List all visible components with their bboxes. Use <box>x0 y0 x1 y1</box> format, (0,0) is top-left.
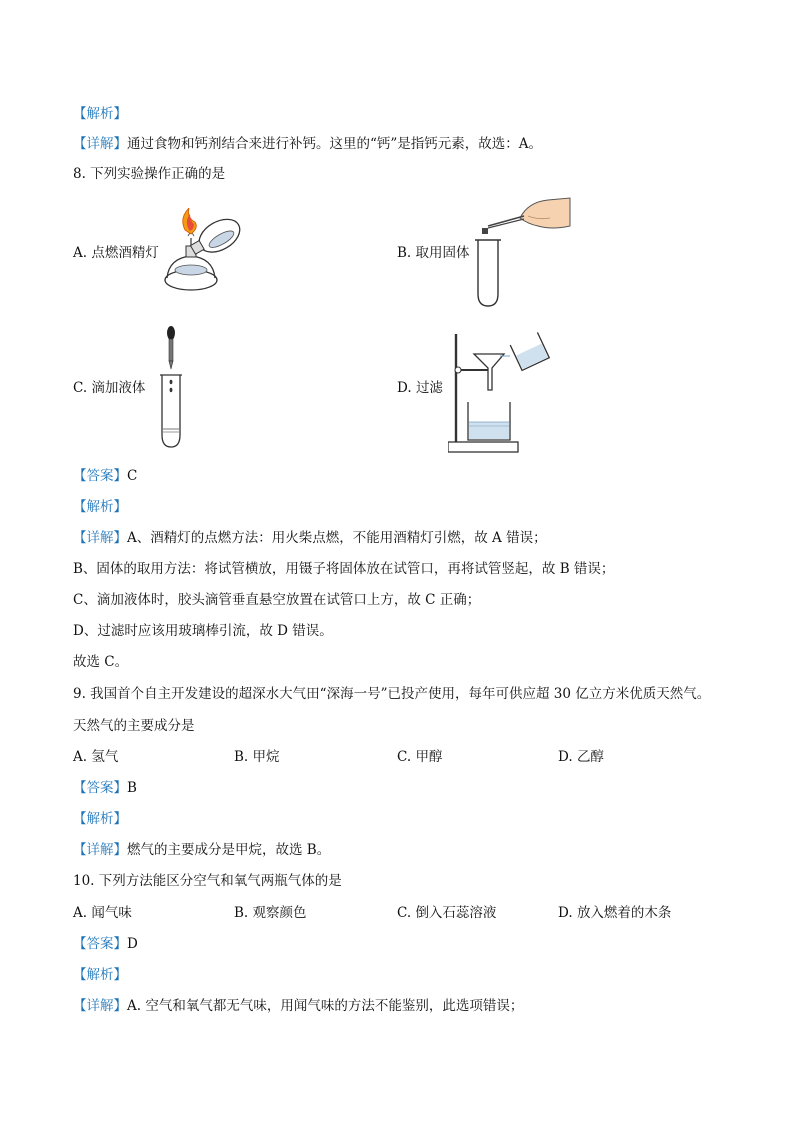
option-letter: D. <box>558 749 573 765</box>
option-text: 过滤 <box>415 380 443 396</box>
detail-text: 燃气的主要成分是甲烷，故选 B。 <box>127 842 331 858</box>
option-letter: A. <box>73 749 88 765</box>
option-text: 甲醇 <box>415 749 443 765</box>
answer-label: 【答案】 <box>73 468 127 484</box>
option-letter: B. <box>234 905 249 921</box>
analysis-label: 【解析】 <box>73 967 127 983</box>
detail-label: 【详解】 <box>73 136 127 152</box>
answer-value: C <box>127 468 138 484</box>
detail-label: 【详解】 <box>73 530 127 546</box>
q10-option-d <box>558 903 671 923</box>
option-letter: B. <box>397 245 412 261</box>
option-letter: A. <box>73 905 88 921</box>
q9-option-d <box>558 747 604 767</box>
q8-option-b <box>397 243 470 263</box>
analysis-label: 【解析】 <box>73 106 127 122</box>
q10-option-c <box>397 903 496 923</box>
option-text: 乙醇 <box>576 749 604 765</box>
q9-option-a <box>73 747 118 767</box>
analysis-heading-q7 <box>73 104 127 124</box>
answer-value: D <box>127 936 138 952</box>
detail-line: C、滴加液体时，胶头滴管垂直悬空放置在试管口上方，故 C 正确； <box>73 592 481 608</box>
conclusion-q8: 故选 C。 <box>73 654 129 670</box>
answer-q10 <box>73 934 138 954</box>
analysis-heading-q10 <box>73 965 127 985</box>
option-letter: B. <box>234 749 249 765</box>
answer-value: B <box>127 780 137 796</box>
option-letter: D. <box>397 380 412 396</box>
analysis-label: 【解析】 <box>73 499 127 515</box>
detail-label: 【详解】 <box>73 842 127 858</box>
option-text: 点燃酒精灯 <box>91 245 159 261</box>
option-letter: D. <box>558 905 573 921</box>
q9-option-c <box>397 747 442 767</box>
analysis-label: 【解析】 <box>73 811 127 827</box>
q10-option-a <box>73 903 132 923</box>
detail-line: A、酒精灯的点燃方法：用火柴点燃，不能用酒精灯引燃，故 A 错误； <box>127 530 547 546</box>
question-9-stem: 9. 我国首个自主开发建设的超深水大气田“深海一号”已投产使用，每年可供应超 30 亿立方米优质天然气。 <box>73 686 711 702</box>
analysis-heading-q8 <box>73 497 127 517</box>
filtration-apparatus-image <box>448 330 554 454</box>
detail-q8 <box>73 528 547 548</box>
detail-line: D、过滤时应该用玻璃棒引流，故 D 错误。 <box>73 623 333 639</box>
answer-q9 <box>73 778 137 798</box>
option-text: 取用固体 <box>415 245 470 261</box>
option-letter: C. <box>73 380 88 396</box>
tweezers-test-tube-image <box>468 196 572 308</box>
option-text: 观察颜色 <box>252 905 307 921</box>
option-letter: A. <box>73 245 88 261</box>
detail-q9 <box>73 840 330 860</box>
question-10-stem: 10. 下列方法能区分空气和氧气两瓶气体的是 <box>73 873 342 889</box>
option-text: 甲烷 <box>252 749 280 765</box>
option-letter: C. <box>397 905 412 921</box>
q8-option-c <box>73 378 145 398</box>
dropper-test-tube-image <box>158 325 186 451</box>
q8-option-d <box>397 378 443 398</box>
detail-label: 【详解】 <box>73 998 127 1014</box>
option-text: 倒入石蕊溶液 <box>415 905 497 921</box>
q8-option-a <box>73 243 159 263</box>
analysis-heading-q9 <box>73 809 127 829</box>
detail-line: B、固体的取用方法：将试管横放，用镊子将固体放在试管口，再将试管竖起，故 B 错误； <box>73 561 615 577</box>
q10-option-b <box>234 903 307 923</box>
answer-label: 【答案】 <box>73 780 127 796</box>
question-8-stem: 8. 下列实验操作正确的是 <box>73 166 226 182</box>
answer-q8 <box>73 466 137 486</box>
detail-q7 <box>73 134 542 154</box>
option-text: 氢气 <box>91 749 119 765</box>
option-text: 放入燃着的木条 <box>576 905 672 921</box>
option-text: 滴加液体 <box>91 380 146 396</box>
question-9-stem-line2: 天然气的主要成分是 <box>73 718 195 734</box>
alcohol-lamp-lighting-image <box>155 208 251 298</box>
detail-text: 通过食物和钙剂结合来进行补钙。这里的“钙”是指钙元素，故选：A。 <box>127 136 543 152</box>
detail-text: A. 空气和氧气都无气味，用闻气味的方法不能鉴别，此选项错误； <box>127 998 524 1014</box>
option-text: 闻气味 <box>91 905 132 921</box>
answer-label: 【答案】 <box>73 936 127 952</box>
q9-option-b <box>234 747 280 767</box>
option-letter: C. <box>397 749 412 765</box>
detail-q10 <box>73 996 523 1016</box>
